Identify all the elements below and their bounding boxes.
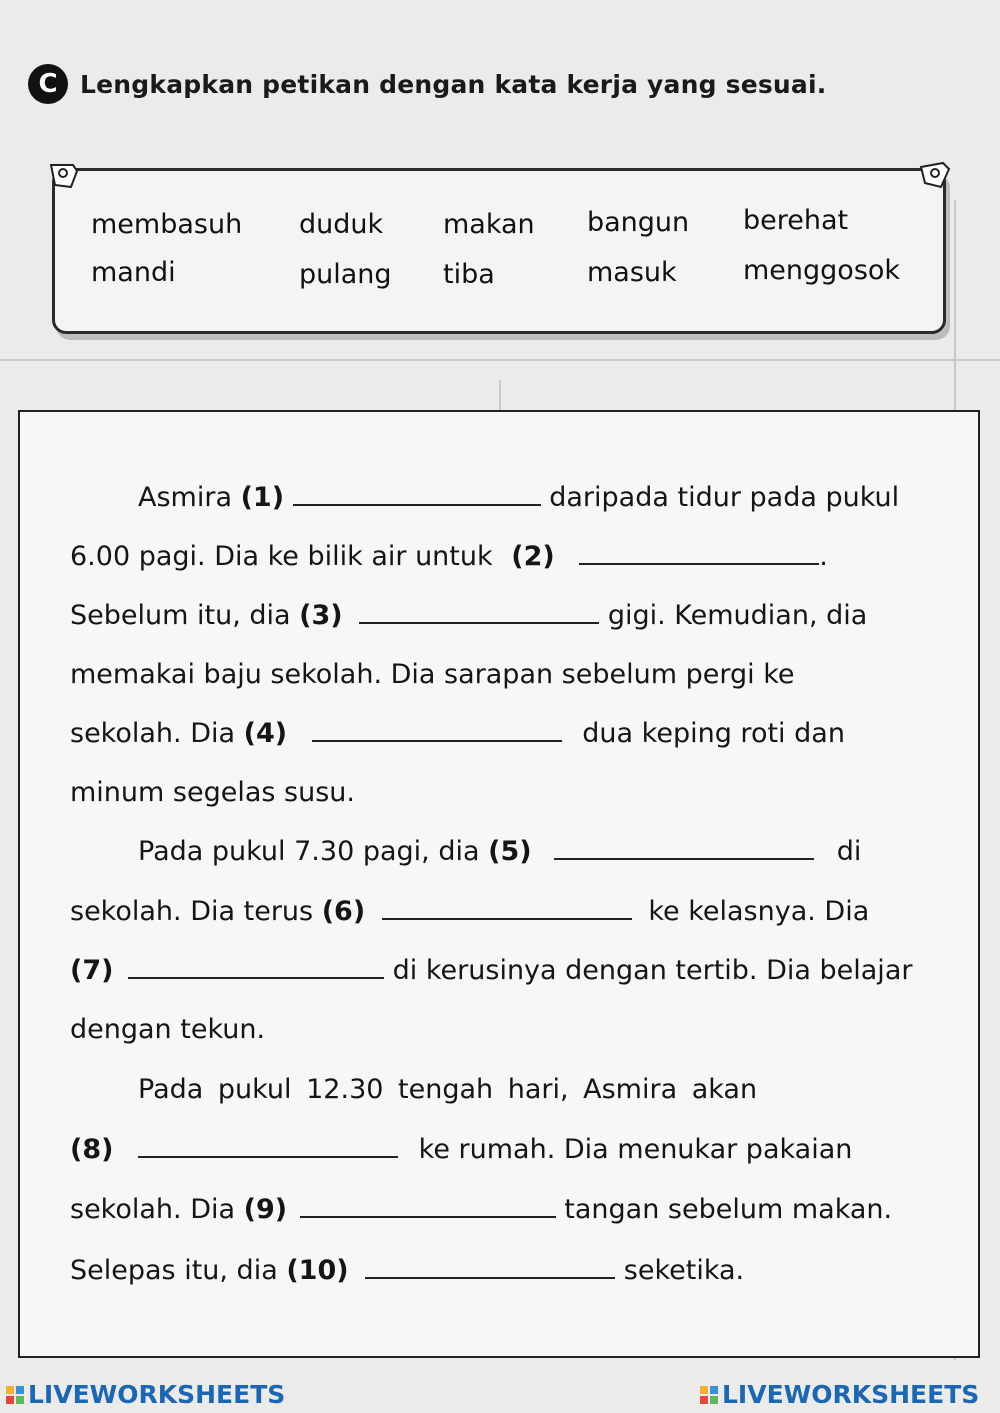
blank-number: (1) (240, 482, 285, 513)
passage-line: (8) ke rumah. Dia menukar pakaian (70, 1134, 853, 1165)
answer-blank-4[interactable] (312, 718, 562, 742)
blank-number: (6) (321, 896, 366, 927)
blank-number: (8) (70, 1134, 114, 1165)
blank-number: (3) (299, 600, 343, 631)
passage-box (18, 410, 980, 1358)
passage-line: Selepas itu, dia (10) seketika. (70, 1255, 745, 1286)
word-option[interactable]: mandi (91, 257, 176, 288)
exercise-header (28, 64, 826, 104)
passage-line: sekolah. Dia (4) dua keping roti dan (70, 718, 845, 749)
answer-blank-8[interactable] (138, 1134, 398, 1158)
blank-number: (9) (243, 1194, 288, 1225)
blank-number: (10) (286, 1255, 349, 1286)
passage-line: Pada pukul 7.30 pagi, dia (5) di (138, 836, 862, 867)
word-bank (52, 168, 946, 334)
answer-blank-2[interactable] (579, 541, 819, 565)
passage-line: sekolah. Dia terus (6) ke kelasnya. Dia (70, 896, 870, 927)
word-option[interactable]: duduk (299, 209, 384, 240)
word-option[interactable]: pulang (299, 259, 392, 290)
liveworksheets-logo-right: LIVEWORKSHEETS (700, 1380, 979, 1409)
word-option[interactable]: berehat (743, 205, 849, 236)
passage-line: (7) di kerusinya dengan tertib. Dia belajar (70, 955, 913, 986)
passage-line: 6.00 pagi. Dia ke bilik air untuk (2) . (70, 541, 828, 572)
section-badge: C (28, 64, 68, 104)
blank-number: (5) (488, 836, 532, 867)
blank-number: (2) (511, 541, 555, 572)
pin-left-icon (43, 157, 87, 197)
answer-blank-3[interactable] (359, 600, 599, 624)
liveworksheets-logo-icon (6, 1386, 24, 1404)
answer-blank-9[interactable] (300, 1194, 556, 1218)
blank-number: (4) (243, 718, 288, 749)
passage-line: dengan tekun. (70, 1014, 266, 1045)
liveworksheets-logo-icon (700, 1386, 718, 1404)
passage-line: Sebelum itu, dia (3) gigi. Kemudian, dia (70, 600, 868, 631)
passage-line: memakai baju sekolah. Dia sarapan sebelum pergi ke (70, 659, 795, 690)
answer-blank-5[interactable] (554, 836, 814, 860)
passage-line: Asmira (1) daripada tidur pada pukul (138, 482, 900, 513)
answer-blank-1[interactable] (293, 482, 541, 506)
passage-line: minum segelas susu. (70, 777, 355, 808)
answer-blank-10[interactable] (365, 1255, 615, 1279)
word-option[interactable]: membasuh (91, 209, 243, 240)
instruction-text: Lengkapkan petikan dengan kata kerja yang sesuai. (80, 69, 827, 99)
answer-blank-7[interactable] (128, 955, 384, 979)
word-option[interactable]: bangun (587, 207, 690, 238)
word-option[interactable]: makan (443, 209, 535, 240)
answer-blank-6[interactable] (382, 896, 632, 920)
word-option[interactable]: tiba (443, 259, 495, 290)
passage-line: sekolah. Dia (9) tangan sebelum makan. (70, 1194, 893, 1225)
word-option[interactable]: masuk (587, 257, 677, 288)
word-option[interactable]: menggosok (743, 255, 901, 286)
liveworksheets-logo-left: LIVEWORKSHEETS (6, 1380, 285, 1409)
pin-right-icon (911, 157, 955, 197)
passage-line: Pada pukul 12.30 tengah hari, Asmira akan (138, 1074, 758, 1105)
blank-number: (7) (70, 955, 114, 986)
